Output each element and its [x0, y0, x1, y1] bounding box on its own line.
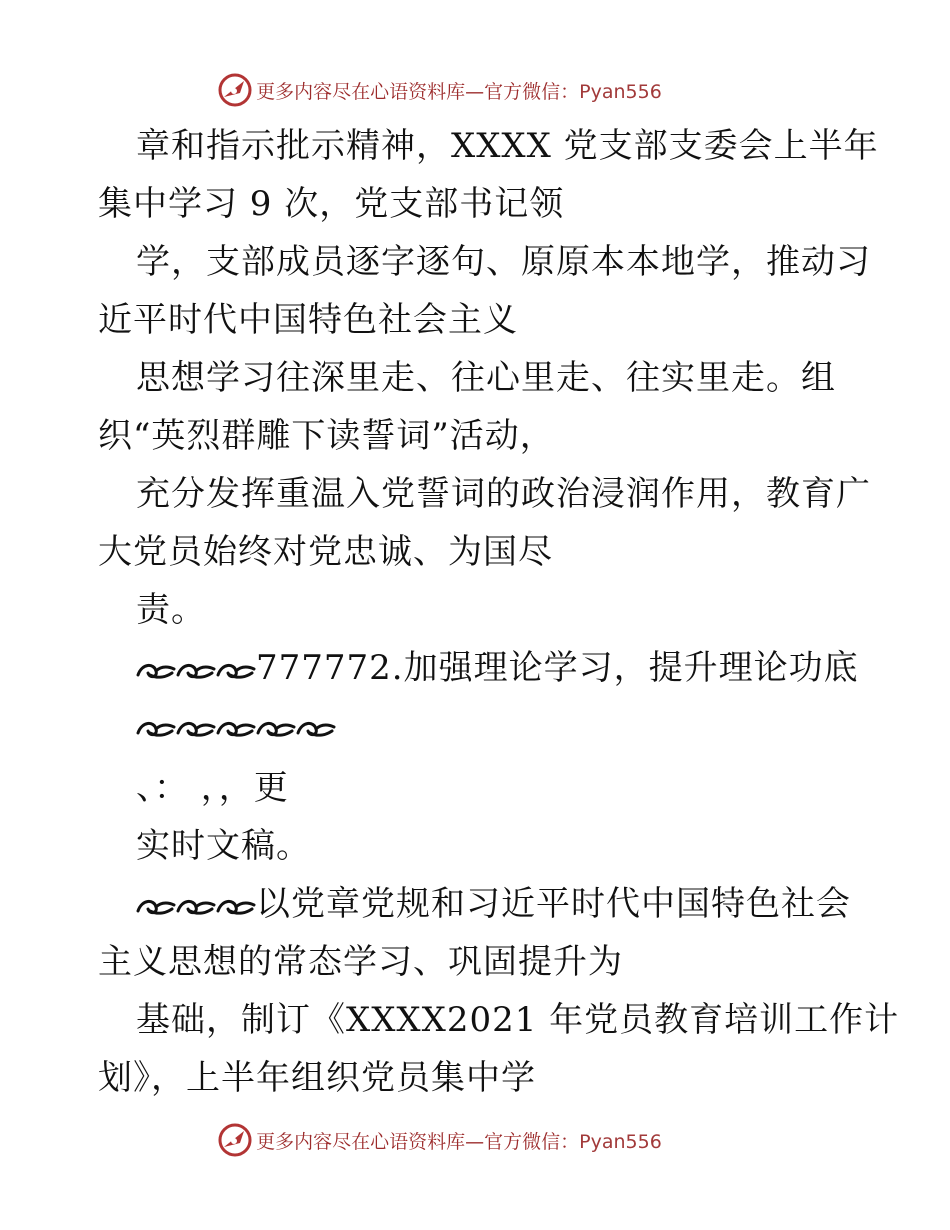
scroll-flourish-icon: [216, 717, 256, 739]
scroll-flourish-icon: [216, 895, 256, 917]
quill-logo-icon: [218, 1123, 252, 1157]
scroll-flourish-icon: [176, 717, 216, 739]
text-line: 实时文稿。: [136, 826, 311, 866]
text-line: 主义思想的常态学习、巩固提升为: [98, 942, 623, 982]
text-line: 织“英烈群雕下读誓词”活动，: [98, 416, 555, 456]
text-line: 学，支部成员逐字逐句、原原本本地学，推动习: [136, 242, 871, 282]
footer-watermark: [0, 1120, 950, 1160]
scroll-flourish-icon: [296, 717, 336, 739]
text-line: 基础，制订《XXXX2021 年党员教育培训工作计: [136, 1000, 900, 1040]
scroll-flourish-icon: [216, 659, 256, 681]
header-watermark: [0, 70, 950, 110]
text-line: 大党员始终对党忠诚、为国尽: [98, 532, 553, 572]
scroll-flourish-icon: [136, 895, 176, 917]
text-line: 思想学习往深里走、往心里走、往实里走。组: [136, 358, 836, 398]
text-line: [136, 884, 851, 924]
scroll-flourish-icon: [136, 659, 176, 681]
scroll-flourish-icon: [176, 659, 216, 681]
scroll-flourish-icon: [136, 717, 176, 739]
scroll-flourish-icon: [256, 717, 296, 739]
quill-logo-icon: [218, 73, 252, 107]
text-line: 责。: [136, 590, 206, 630]
section-heading: 777772.加强理论学习，提升理论功底: [256, 648, 859, 688]
text-line: 章和指示批示精神，XXXX 党支部支委会上半年: [136, 126, 879, 166]
text-line: 集中学习 9 次，党支部书记领: [98, 184, 565, 224]
scroll-flourish-icon: [176, 895, 216, 917]
text-line: 充分发挥重温入党誓词的政治浸润作用，教育广: [136, 474, 871, 514]
ornament-line: [136, 706, 336, 746]
text-span: 以党章党规和习近平时代中国特色社会: [256, 884, 851, 924]
text-line: 划》，上半年组织党员集中学: [98, 1058, 536, 1098]
watermark-text: 更多内容尽在心语资料库—官方微信：Pyan556: [256, 80, 662, 103]
text-line: 、： ，，更: [136, 768, 289, 808]
text-line: 近平时代中国特色社会主义: [98, 300, 518, 340]
heading-line: [136, 648, 859, 688]
watermark-text: 更多内容尽在心语资料库—官方微信：Pyan556: [256, 1130, 662, 1153]
